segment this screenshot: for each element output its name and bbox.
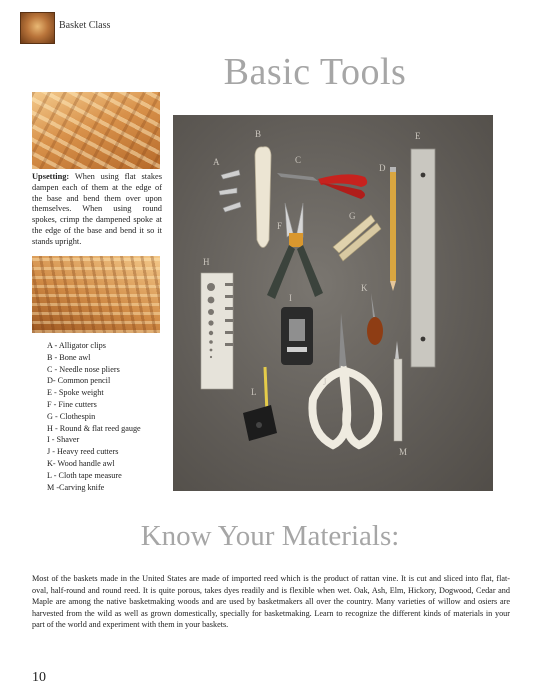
clothespin-image	[333, 215, 381, 261]
legend-item: D- Common pencil	[47, 376, 111, 386]
tools-illustration	[173, 115, 493, 491]
photo-label-j: J	[323, 377, 327, 387]
photo-label-f: F	[277, 221, 283, 231]
wood-handle-awl-image	[367, 293, 383, 345]
legend-item: H - Round & flat reed gauge	[47, 423, 141, 433]
photo-label-k: K	[361, 283, 368, 293]
header-label: Basket Class	[59, 20, 111, 31]
common-pencil-image	[390, 167, 396, 291]
legend-item: L - Cloth tape measure	[47, 470, 122, 480]
upsetting-photo-top	[32, 92, 160, 169]
legend-item: J - Heavy reed cutters	[47, 447, 119, 457]
page-number: 10	[32, 670, 46, 685]
basket-logo	[20, 12, 55, 44]
materials-title: Know Your Materials:	[140, 520, 400, 552]
photo-label-c: C	[295, 155, 302, 165]
legend-item: B - Bone awl	[47, 352, 91, 362]
photo-label-g: G	[349, 211, 356, 221]
photo-label-a: A	[213, 157, 220, 167]
fine-cutters-image	[267, 203, 323, 299]
tools-photo	[173, 115, 493, 491]
upsetting-paragraph	[32, 172, 162, 248]
photo-label-d: D	[379, 163, 386, 173]
legend-item: G - Clothespin	[47, 411, 96, 421]
bone-awl-image	[255, 147, 271, 248]
legend-item: C - Needle nose pliers	[47, 364, 120, 374]
upsetting-text: When using flat stakes dampen each of them at the edge of the base and bend them over upon themselves. When using round spokes, crimp the dampened spoke at the edge of the base and bend it so it stands upright.	[32, 172, 162, 246]
shaver-image	[281, 307, 313, 365]
alligator-clips-image	[219, 170, 241, 212]
upsetting-photo-bottom	[32, 256, 160, 333]
photo-label-l: L	[251, 387, 257, 397]
legend-item: E - Spoke weight	[47, 388, 104, 398]
photo-label-e: E	[415, 131, 421, 141]
legend-item: A - Alligator clips	[47, 341, 106, 350]
photo-label-i: I	[289, 293, 292, 303]
legend-item: M -Carving knife	[47, 482, 105, 492]
photo-label-h: H	[203, 257, 210, 267]
page-title: Basic Tools	[223, 51, 407, 93]
photo-label-m: M	[399, 447, 408, 457]
tools-legend	[47, 340, 141, 493]
photo-label-b: B	[255, 129, 262, 139]
cloth-tape-measure-image	[243, 367, 277, 441]
upsetting-term: Upsetting:	[32, 172, 70, 181]
carving-knife-image	[394, 341, 402, 441]
spoke-weight-image	[411, 149, 435, 367]
legend-item: I - Shaver	[47, 435, 80, 445]
needle-nose-pliers-image	[277, 173, 367, 199]
legend-item: F - Fine cutters	[47, 399, 97, 409]
materials-paragraph: Most of the baskets made in the United States are made of imported reed which is the product of rattan vine. It is cut and sliced into flat, flat-oval, half-round and round reed. It is quite porous, takes dyes readily and is flexible when wet. Oak, Ash, Elm, Hickory, Dogwood, Cedar and Maple are among the native basketmaking woods and are used by basketmakers all over the country. Many varieties of willow and osiers are harvested from the wild as well as grown domestically, specially for basketmaking. Learn to recognize the different kinds of materials in your part of the world and experiment with them in your baskets.	[32, 574, 510, 630]
reed-gauge-image	[201, 273, 233, 389]
legend-item: K- Wood handle awl	[47, 458, 115, 468]
